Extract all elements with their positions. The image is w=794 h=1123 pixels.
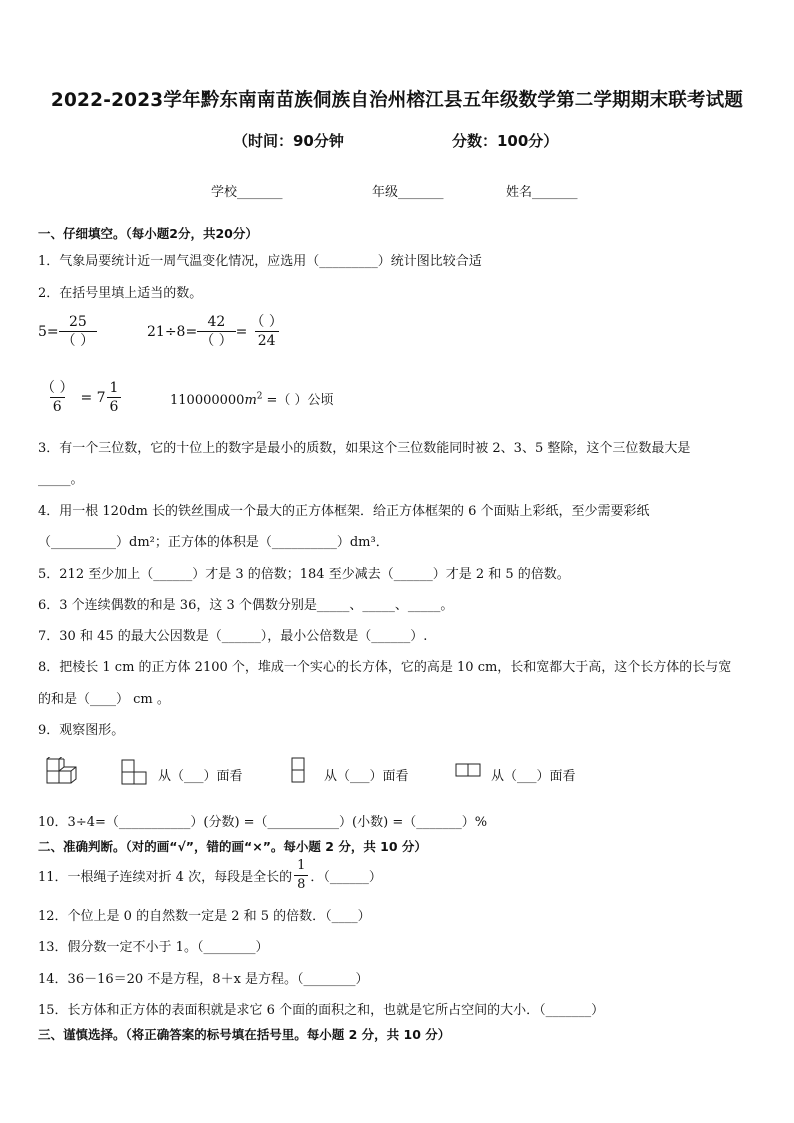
exam-title: 2022-2023学年黔东南南苗族侗族自治州榕江县五年级数学第二学期期末联考试题 [50, 90, 744, 111]
q2-equation-d [170, 389, 334, 408]
eq-c-fraction [38, 380, 76, 415]
question-13: 13．假分数一定不小于 1。（________） [38, 940, 269, 955]
eq-d-value: 110000000 [170, 393, 245, 408]
exam-score: 分数：100分） [452, 132, 559, 150]
question-3-line-1: 3．有一个三位数，它的十位上的数字是最小的质数，如果这个三位数能同时被 2、3、5 整除，这个三位数最大是 [38, 441, 691, 456]
section2-heading: 二、准确判断。（对的画“√”，错的画“×”。每小题 2 分，共 10 分） [38, 839, 427, 854]
eq-b-equals: = [235, 323, 248, 340]
question-12: 12．个位上是 0 的自然数一定是 2 和 5 的倍数．（____） [38, 909, 371, 924]
eq-c-num: （ ） [41, 380, 74, 396]
exam-time: （时间：90分钟 [233, 132, 344, 150]
q2-equation-a [38, 314, 97, 349]
question-8-line-1: 8．把棱长 1 cm 的正方体 2100 个，堆成一个实心的长方体，它的高是 10 cm，长和宽都大于高，这个长方体的长与宽 [38, 660, 732, 675]
name-field: 姓名_______ [506, 185, 578, 200]
q11-text-a: 11．一根绳子连续对折 4 次，每段是全长的 [38, 870, 293, 885]
eq-b-fraction-2 [247, 314, 285, 349]
eq-b-den1: （ ） [197, 331, 235, 349]
eq-d-rest: =（ ）公顷 [266, 393, 334, 408]
eq-b-den2: 24 [255, 331, 279, 349]
question-3-line-2: _____。 [38, 472, 84, 487]
grade-field: 年级_______ [372, 185, 444, 200]
question-9: 9．观察图形。 [38, 723, 125, 738]
q9-view-figure-1 [121, 759, 149, 785]
eq-a-left: 5= [38, 323, 59, 340]
eq-c-mix-num: 1 [109, 380, 119, 396]
q9-view-figure-3 [455, 763, 483, 777]
q11-fraction [294, 858, 308, 893]
question-6: 6．3 个连续偶数的和是 36，这 3 个偶数分别是_____、_____、_____。 [38, 598, 454, 613]
question-1: 1．气象局要统计近一周气温变化情况，应选用（_________）统计图比较合适 [38, 254, 482, 269]
question-5: 5．212 至少加上（______）才是 3 的倍数；184 至少减去（______）才是 2 和 5 的倍数。 [38, 567, 570, 582]
question-14: 14．36－16＝20 不是方程，8＋x 是方程。（________） [38, 972, 369, 987]
q2-equation-b [147, 314, 286, 349]
q9-view-label-1: 从（___）面看 [158, 769, 243, 784]
eq-b-fraction-1 [197, 314, 235, 349]
eq-d-exponent: 2 [256, 391, 263, 402]
eq-b-num1: 42 [207, 314, 226, 330]
q11-den: 8 [294, 875, 308, 893]
eq-a-den: （ ） [59, 331, 97, 349]
q11-num: 1 [297, 858, 306, 873]
eq-c-mix-den: 6 [107, 397, 122, 415]
eq-b-left: 21÷8= [147, 323, 198, 340]
question-8-line-2: 的和是（____） cm 。 [38, 692, 170, 707]
question-4-line-2: （__________）dm²；正方体的体积是（__________）dm³． [38, 535, 389, 550]
q9-view-label-3: 从（___）面看 [491, 769, 576, 784]
question-15: 15．长方体和正方体的表面积就是求它 6 个面的面积之和，也就是它所占空间的大小．（_______） [38, 1003, 605, 1018]
eq-c-equals: = 7 [80, 389, 106, 406]
question-7: 7．30 和 45 的最大公因数是（______），最小公倍数是（______）. [38, 629, 428, 644]
school-field: 学校_______ [211, 185, 283, 200]
q9-view-label-2: 从（___）面看 [324, 769, 409, 784]
question-11 [38, 858, 382, 893]
eq-a-num: 25 [68, 314, 87, 330]
eq-d-unit: m [244, 393, 257, 408]
q11-text-b: ．（______） [310, 870, 382, 885]
q9-view-figure-2 [291, 757, 305, 783]
question-10: 10．3÷4=（___________）(分数) =（___________）(小数) =（_______）% [38, 815, 488, 830]
eq-c-den: 6 [50, 397, 65, 415]
eq-a-fraction [59, 314, 97, 349]
section3-heading: 三、谨慎选择。（将正确答案的标号填在括号里。每小题 2 分，共 10 分） [38, 1027, 451, 1042]
question-2: 2．在括号里填上适当的数。 [38, 286, 203, 301]
q2-equation-c [38, 380, 121, 415]
eq-b-num2: （ ） [250, 314, 283, 330]
question-4-line-1: 4．用一根 120dm 长的铁丝围成一个最大的正方体框架．给正方体框架的 6 个面贴上彩纸，至少需要彩纸 [38, 504, 650, 519]
section1-heading: 一、仔细填空。（每小题2分，共20分） [38, 226, 258, 241]
eq-c-mixed-fraction [107, 380, 122, 415]
q9-solid-figure [46, 757, 80, 789]
